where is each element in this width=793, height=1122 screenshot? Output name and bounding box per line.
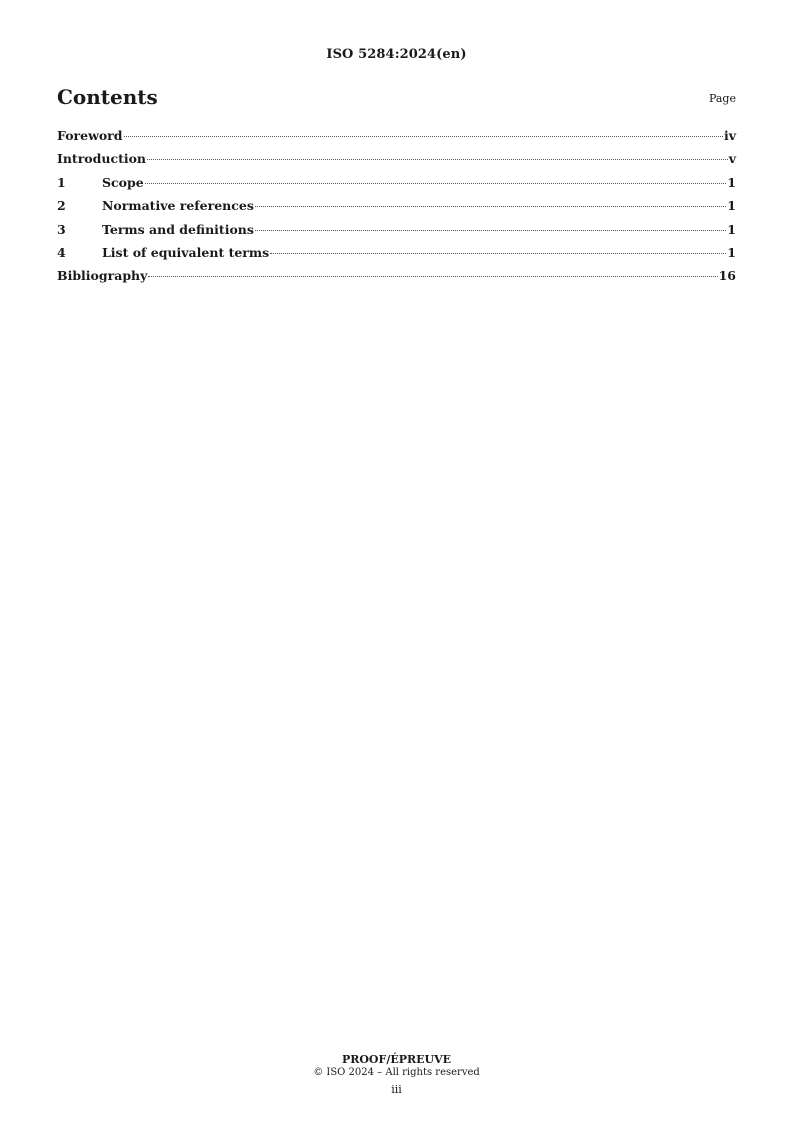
toc-entry-page: iv (723, 128, 736, 143)
dot-leader (255, 230, 726, 231)
table-of-contents (57, 128, 736, 292)
dot-leader (255, 206, 726, 207)
toc-entry-title: Normative references (102, 198, 254, 214)
page-footer (0, 1053, 793, 1096)
toc-entry-number: 2 (57, 198, 66, 214)
document-id: ISO 5284:2024(en) (326, 47, 467, 62)
toc-entry-title: Bibliography (57, 268, 148, 284)
page-column-label: Page (708, 92, 736, 105)
toc-entry-normative-references[interactable] (57, 198, 736, 221)
proof-label: PROOF/ÉPREUVE (341, 1053, 452, 1066)
toc-entry-page: 1 (727, 221, 736, 237)
copyright-notice: © ISO 2024 – All rights reserved (313, 1067, 480, 1078)
toc-entry-page: 16 (718, 268, 736, 284)
dot-leader (145, 183, 727, 184)
toc-entry-page: 1 (727, 174, 736, 190)
toc-entry-number: 4 (57, 244, 66, 260)
toc-entry-terms-and-definitions[interactable] (57, 222, 736, 245)
toc-entry-bibliography[interactable] (57, 268, 736, 291)
toc-entry-title: Introduction (57, 151, 147, 167)
dot-leader (270, 253, 726, 254)
toc-entry-page: 1 (727, 244, 736, 260)
toc-entry-page: v (728, 151, 736, 167)
toc-entry-introduction[interactable] (57, 151, 736, 174)
toc-entry-number: 3 (57, 221, 66, 237)
dot-leader (148, 276, 717, 277)
toc-entry-title: Foreword (57, 128, 123, 143)
toc-entry-foreword[interactable] (57, 128, 736, 151)
toc-entry-page: 1 (727, 198, 736, 214)
toc-entry-title: List of equivalent terms (102, 244, 270, 260)
toc-entry-number: 1 (57, 174, 66, 190)
contents-heading: Contents (57, 85, 158, 109)
toc-entry-scope[interactable] (57, 175, 736, 198)
toc-entry-title: Scope (102, 174, 144, 190)
page-number: iii (391, 1083, 402, 1096)
dot-leader (147, 159, 728, 160)
dot-leader (124, 136, 723, 137)
toc-entry-list-of-equivalent-terms[interactable] (57, 245, 736, 268)
toc-entry-title: Terms and definitions (102, 221, 254, 237)
